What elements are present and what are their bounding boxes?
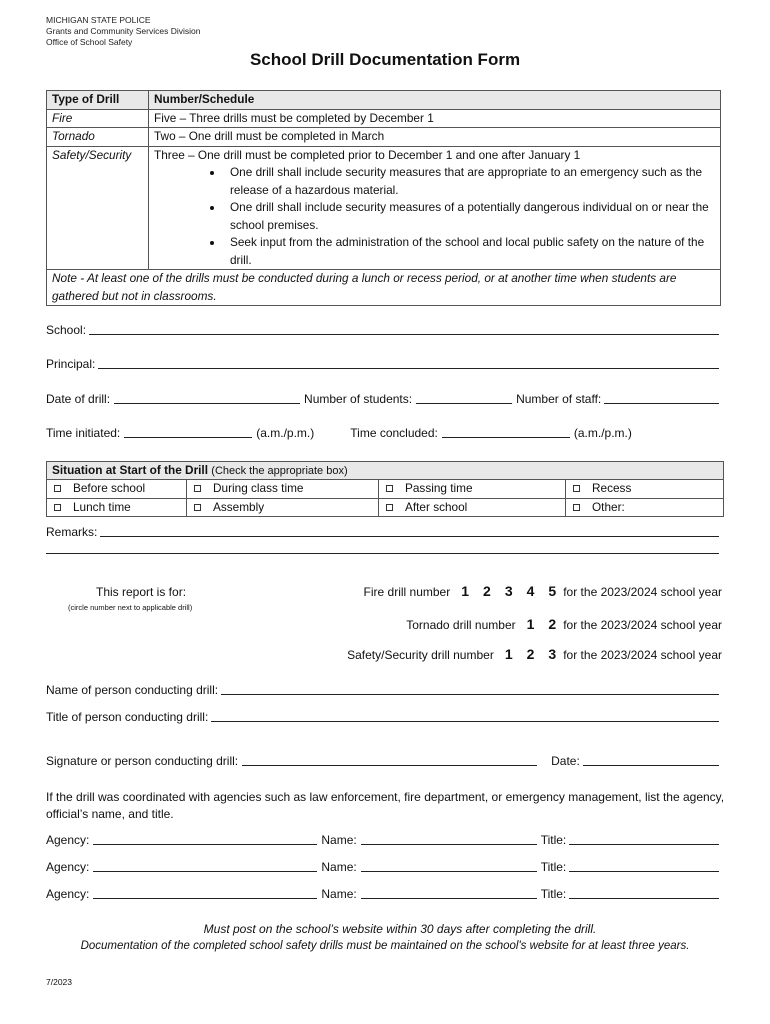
person-title-blank[interactable]: [211, 721, 719, 722]
time-concluded-label: Time concluded:: [350, 426, 438, 440]
form-version: 7/2023: [46, 977, 72, 987]
staff-label: Number of staff:: [516, 392, 602, 406]
col-header-schedule: Number/Schedule: [149, 91, 721, 110]
checkbox[interactable]: [194, 504, 201, 511]
time-concluded-blank[interactable]: [442, 437, 570, 438]
safety-label: Safety/Security drill number: [347, 648, 494, 662]
tornado-drill-row: [46, 617, 722, 632]
option-other[interactable]: [566, 498, 724, 517]
school-label: School:: [46, 323, 87, 337]
date-label: Date of drill:: [46, 392, 111, 406]
name-label: Name:: [321, 860, 357, 874]
agency-blank[interactable]: [93, 898, 317, 899]
safety-number-1[interactable]: 1: [504, 646, 513, 662]
option-recess[interactable]: [566, 480, 724, 499]
option-label: Lunch time: [73, 499, 131, 514]
report-label: This report is for:: [96, 585, 187, 599]
option-label: Recess: [592, 481, 632, 495]
agency-name: MICHIGAN STATE POLICE: [46, 15, 151, 25]
situation-title: Situation at Start of the Drill: [52, 463, 208, 477]
situation-hint: (Check the appropriate box): [211, 465, 348, 477]
col-header-type: Type of Drill: [47, 91, 149, 110]
remarks-blank[interactable]: [100, 536, 719, 537]
option-label: Passing time: [405, 481, 473, 495]
ampm-label: (a.m./p.m.): [256, 426, 315, 440]
remarks-label: Remarks:: [46, 525, 98, 539]
option-assembly[interactable]: [187, 498, 379, 517]
fire-number-4[interactable]: 4: [526, 583, 535, 599]
drill-type: Fire: [47, 109, 149, 128]
person-name-label: Name of person conducting drill:: [46, 683, 219, 697]
checkbox[interactable]: [386, 485, 393, 492]
checkbox[interactable]: [573, 485, 580, 492]
checkbox[interactable]: [386, 504, 393, 511]
agency-label: Agency:: [46, 860, 90, 874]
signature-date-label: Date:: [551, 754, 580, 768]
time-initiated-label: Time initiated:: [46, 426, 121, 440]
drill-details-row: [46, 392, 722, 406]
signature-blank[interactable]: [242, 765, 537, 766]
title-label: Title:: [540, 860, 567, 874]
tornado-number-2[interactable]: 2: [548, 616, 557, 632]
fire-number-5[interactable]: 5: [548, 583, 557, 599]
checkbox[interactable]: [194, 485, 201, 492]
checkbox[interactable]: [54, 485, 61, 492]
drill-type: Tornado: [47, 128, 149, 147]
person-title-label: Title of person conducting drill:: [46, 710, 209, 724]
drill-note: Note - At least one of the drills must be conducted during a lunch or recess period, or at another time when students are gathered but not in classrooms.: [47, 270, 721, 306]
option-label: Assembly: [213, 499, 265, 514]
drill-schedule: Two – One drill must be completed in March: [149, 128, 721, 147]
option-during-class[interactable]: [187, 480, 379, 499]
principal-blank[interactable]: [98, 368, 719, 369]
tornado-number-1[interactable]: 1: [526, 616, 535, 632]
drill-type: Safety/Security: [47, 146, 149, 270]
students-label: Number of students:: [304, 392, 413, 406]
checkbox[interactable]: [573, 504, 580, 511]
title-blank[interactable]: [569, 898, 719, 899]
option-lunch-time[interactable]: [47, 498, 187, 517]
remarks-field-2[interactable]: [46, 553, 722, 556]
signature-row: [46, 754, 722, 768]
name-blank[interactable]: [361, 871, 537, 872]
school-blank[interactable]: [89, 334, 719, 335]
person-name-blank[interactable]: [221, 694, 719, 695]
drill-schedule: Five – Three drills must be completed by December 1: [149, 109, 721, 128]
agency-blank[interactable]: [93, 871, 317, 872]
agency-blank[interactable]: [93, 844, 317, 845]
list-item: • Seek input from the administration of the school and local public safety on the nature of the drill.: [224, 234, 715, 269]
students-blank[interactable]: [416, 403, 512, 404]
staff-blank[interactable]: [604, 403, 719, 404]
principal-label: Principal:: [46, 357, 96, 371]
time-initiated-blank[interactable]: [124, 437, 252, 438]
situation-table: [46, 461, 724, 517]
drill-schedule: Three – One drill must be completed prior to December 1 and one after January 1: [154, 147, 581, 162]
fire-drill-row: [46, 584, 722, 599]
list-item: • One drill shall include security measures of a potentially dangerous individual on or near the school premises.: [224, 199, 715, 234]
principal-field[interactable]: [46, 357, 722, 371]
ampm-label: (a.m./p.m.): [573, 426, 632, 440]
school-year: for the 2023/2024 school year: [563, 618, 722, 632]
option-after-school[interactable]: [379, 498, 566, 517]
division-name: Grants and Community Services Division: [46, 26, 201, 36]
safety-drill-row: [46, 647, 722, 662]
option-label: During class time: [213, 481, 304, 495]
checkbox[interactable]: [54, 504, 61, 511]
school-year: for the 2023/2024 school year: [563, 585, 722, 599]
footer-retention-note: Documentation of the completed school safety drills must be maintained on the school's website for at least three years.: [80, 940, 690, 952]
person-title-field[interactable]: [46, 710, 722, 724]
safety-number-2[interactable]: 2: [526, 646, 535, 662]
school-field[interactable]: [46, 323, 722, 337]
fire-number-2[interactable]: 2: [483, 583, 491, 599]
option-label: After school: [405, 499, 468, 514]
agency-row: [46, 887, 722, 901]
option-before-school[interactable]: [47, 480, 187, 499]
option-passing-time[interactable]: [379, 480, 566, 499]
name-label: Name:: [321, 887, 357, 901]
remarks-field[interactable]: [46, 525, 722, 539]
name-blank[interactable]: [361, 844, 537, 845]
agency-row: [46, 833, 722, 847]
remarks-blank[interactable]: [46, 553, 719, 554]
date-blank[interactable]: [114, 403, 300, 404]
agency-label: Agency:: [46, 887, 90, 901]
option-label: Before school: [73, 481, 146, 495]
report-hint: (circle number next to applicable drill): [68, 603, 193, 612]
fire-number-1[interactable]: 1: [461, 583, 470, 599]
title-label: Title:: [540, 833, 567, 847]
name-label: Name:: [321, 833, 357, 847]
agency-label: Agency:: [46, 833, 90, 847]
time-row: [46, 426, 722, 440]
title-label: Title:: [540, 887, 567, 901]
drill-requirements-table: [46, 90, 721, 306]
agencies-intro: If the drill was coordinated with agencies such as law enforcement, fire department, or emergency management, list the agency, official’s name, and title.: [46, 790, 725, 821]
person-name-field[interactable]: [46, 683, 722, 697]
list-item: • One drill shall include security measures that are appropriate to an emergency such as the release of a hazardous material.: [224, 164, 715, 199]
page-title: School Drill Documentation Form: [249, 50, 521, 69]
agency-row: [46, 860, 722, 874]
fire-label: Fire drill number: [363, 585, 451, 599]
option-label: Other:: [592, 499, 625, 514]
signature-date-blank[interactable]: [583, 765, 719, 766]
safety-number-3[interactable]: 3: [548, 646, 557, 662]
office-name: Office of School Safety: [46, 37, 133, 47]
tornado-label: Tornado drill number: [406, 618, 516, 632]
footer-posting-note: Must post on the school’s website within 30 days after completing the drill.: [203, 922, 597, 936]
school-year: for the 2023/2024 school year: [563, 648, 722, 662]
name-blank[interactable]: [361, 898, 537, 899]
security-requirements-list: [224, 164, 715, 269]
title-blank[interactable]: [569, 871, 719, 872]
title-blank[interactable]: [569, 844, 719, 845]
fire-number-3[interactable]: 3: [504, 583, 513, 599]
signature-label: Signature or person conducting drill:: [46, 754, 239, 768]
